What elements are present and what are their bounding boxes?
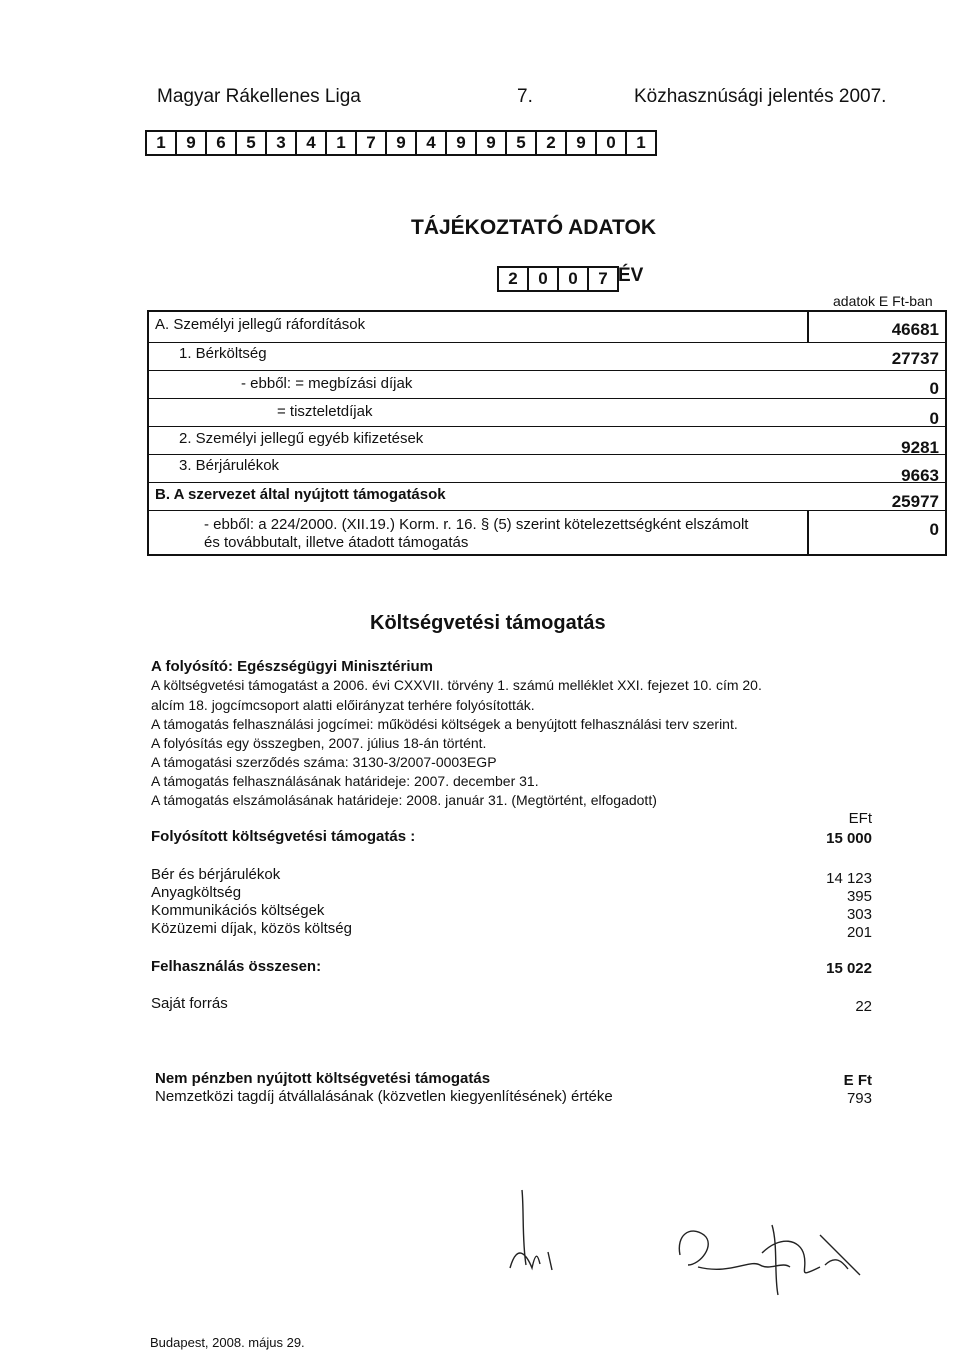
signature-left: [500, 1180, 580, 1280]
row-value: 25977: [891, 492, 939, 511]
info-line: A folyósítás egy összegben, 2007. július 18-án történt.: [151, 735, 487, 751]
row-label: A. Személyi jellegű ráfordítások: [155, 316, 366, 333]
row-value: 9663: [901, 466, 939, 485]
year-digit-box: 7: [589, 268, 619, 290]
own-source-label: Saját forrás: [151, 995, 228, 1012]
total-label: Felhasználás összesen:: [151, 958, 322, 975]
row-label: = tiszteletdíjak: [277, 403, 373, 420]
row-value: 0: [929, 379, 939, 398]
year-boxes: [497, 266, 619, 292]
total-value: 15 022: [826, 960, 872, 977]
table-row: [149, 398, 945, 427]
cost-item-value: 303: [846, 906, 872, 923]
tax-digit-box: 4: [297, 132, 327, 154]
row-label: - ebből: = megbízási díjak: [241, 375, 413, 392]
tax-digit-box: 5: [237, 132, 267, 154]
in-kind-title: Nem pénzben nyújtott költségvetési támogatás: [155, 1070, 491, 1087]
tax-digit-box: 9: [177, 132, 207, 154]
table-row: [149, 454, 945, 483]
cost-item-label: Kommunikációs költségek: [151, 902, 325, 919]
funder-line: A folyósító: Egészségügyi Minisztérium: [151, 658, 433, 675]
place-date: Budapest, 2008. május 29.: [150, 1335, 305, 1350]
row-value: 46681: [891, 320, 939, 339]
tax-digit-box: 1: [327, 132, 357, 154]
info-line: A támogatási szerződés száma: 3130-3/2007-0003EGP: [151, 754, 497, 770]
tax-digit-box: 0: [597, 132, 627, 154]
year-digit-box: 0: [529, 268, 559, 290]
row-label: B. A szervezet által nyújtott támogatások: [155, 486, 446, 503]
info-line: A támogatás felhasználási jogcímei: működési költségek a benyújtott felhasználási terv szerint.: [151, 716, 738, 732]
table-row: [149, 482, 945, 511]
disbursed-label: Folyósított költségvetési támogatás :: [151, 828, 416, 845]
row-value: 0: [929, 409, 939, 428]
year-digit-box: 2: [499, 268, 529, 290]
row-label: 3. Bérjárulékok: [179, 457, 280, 474]
row-label: 2. Személyi jellegű egyéb kifizetések: [179, 430, 424, 447]
unit-label: adatok E Ft-ban: [833, 293, 933, 309]
year-label: ÉV: [618, 265, 644, 286]
cost-item-value: 201: [846, 924, 872, 941]
unit-eft: EFt: [848, 810, 872, 827]
row-value: 27737: [891, 349, 939, 368]
tax-digit-box: 1: [627, 132, 657, 154]
in-kind-unit: E Ft: [843, 1072, 872, 1089]
tax-digit-box: 4: [417, 132, 447, 154]
cost-item-label: Bér és bérjárulékok: [151, 866, 281, 883]
section-title: Költségvetési támogatás: [370, 612, 606, 634]
tax-digit-box: 6: [207, 132, 237, 154]
tax-number-boxes: [145, 130, 657, 156]
table-row: [149, 426, 945, 455]
in-kind-value: 793: [846, 1090, 872, 1107]
page-title: TÁJÉKOZTATÓ ADATOK: [411, 216, 656, 239]
tax-digit-box: 3: [267, 132, 297, 154]
tax-digit-box: 1: [147, 132, 177, 154]
tax-digit-box: 9: [387, 132, 417, 154]
tax-digit-box: 9: [447, 132, 477, 154]
data-table: [147, 310, 947, 556]
tax-digit-box: 5: [507, 132, 537, 154]
year-digit-box: 0: [559, 268, 589, 290]
table-row: [149, 312, 945, 343]
tax-digit-box: 9: [567, 132, 597, 154]
table-row: [149, 342, 945, 371]
report-title: Közhasznúsági jelentés 2007.: [634, 86, 887, 107]
row-value: 0: [929, 520, 939, 539]
cost-item-value: 14 123: [826, 870, 872, 887]
cost-item-label: Közüzemi díjak, közös költség: [151, 920, 352, 937]
tax-digit-box: 9: [477, 132, 507, 154]
row-label: - ebből: a 224/2000. (XII.19.) Korm. r. 16. § (5) szerint kötelezettségként elszámolt: [204, 516, 749, 533]
row-label: 1. Bérköltség: [179, 345, 267, 362]
table-row: [149, 510, 945, 554]
table-row: [149, 370, 945, 399]
in-kind-line: Nemzetközi tagdíj átvállalásának (közvetlen kiegyenlítésének) értéke: [155, 1088, 613, 1105]
page-number: 7.: [517, 86, 533, 107]
info-line: A támogatás elszámolásának határideje: 2008. január 31. (Megtörtént, elfogadott): [151, 792, 657, 808]
info-line: alcím 18. jogcímcsoport alatti előirányzat terhére folyósították.: [151, 697, 535, 713]
org-name: Magyar Rákellenes Liga: [157, 86, 361, 107]
tax-digit-box: 2: [537, 132, 567, 154]
row-label-continued: és továbbutalt, illetve átadott támogatás: [204, 534, 469, 551]
info-line: A támogatás felhasználásának határideje: 2007. december 31.: [151, 773, 539, 789]
tax-digit-box: 7: [357, 132, 387, 154]
row-value: 9281: [901, 438, 939, 457]
cost-item-value: 395: [846, 888, 872, 905]
disbursed-value: 15 000: [826, 830, 872, 847]
info-line: A költségvetési támogatást a 2006. évi CXXVII. törvény 1. számú melléklet XXI. fejezet 10. cím 20.: [151, 677, 762, 693]
signature-right: [670, 1195, 870, 1305]
own-source-value: 22: [855, 998, 872, 1015]
cost-item-label: Anyagköltség: [151, 884, 242, 901]
